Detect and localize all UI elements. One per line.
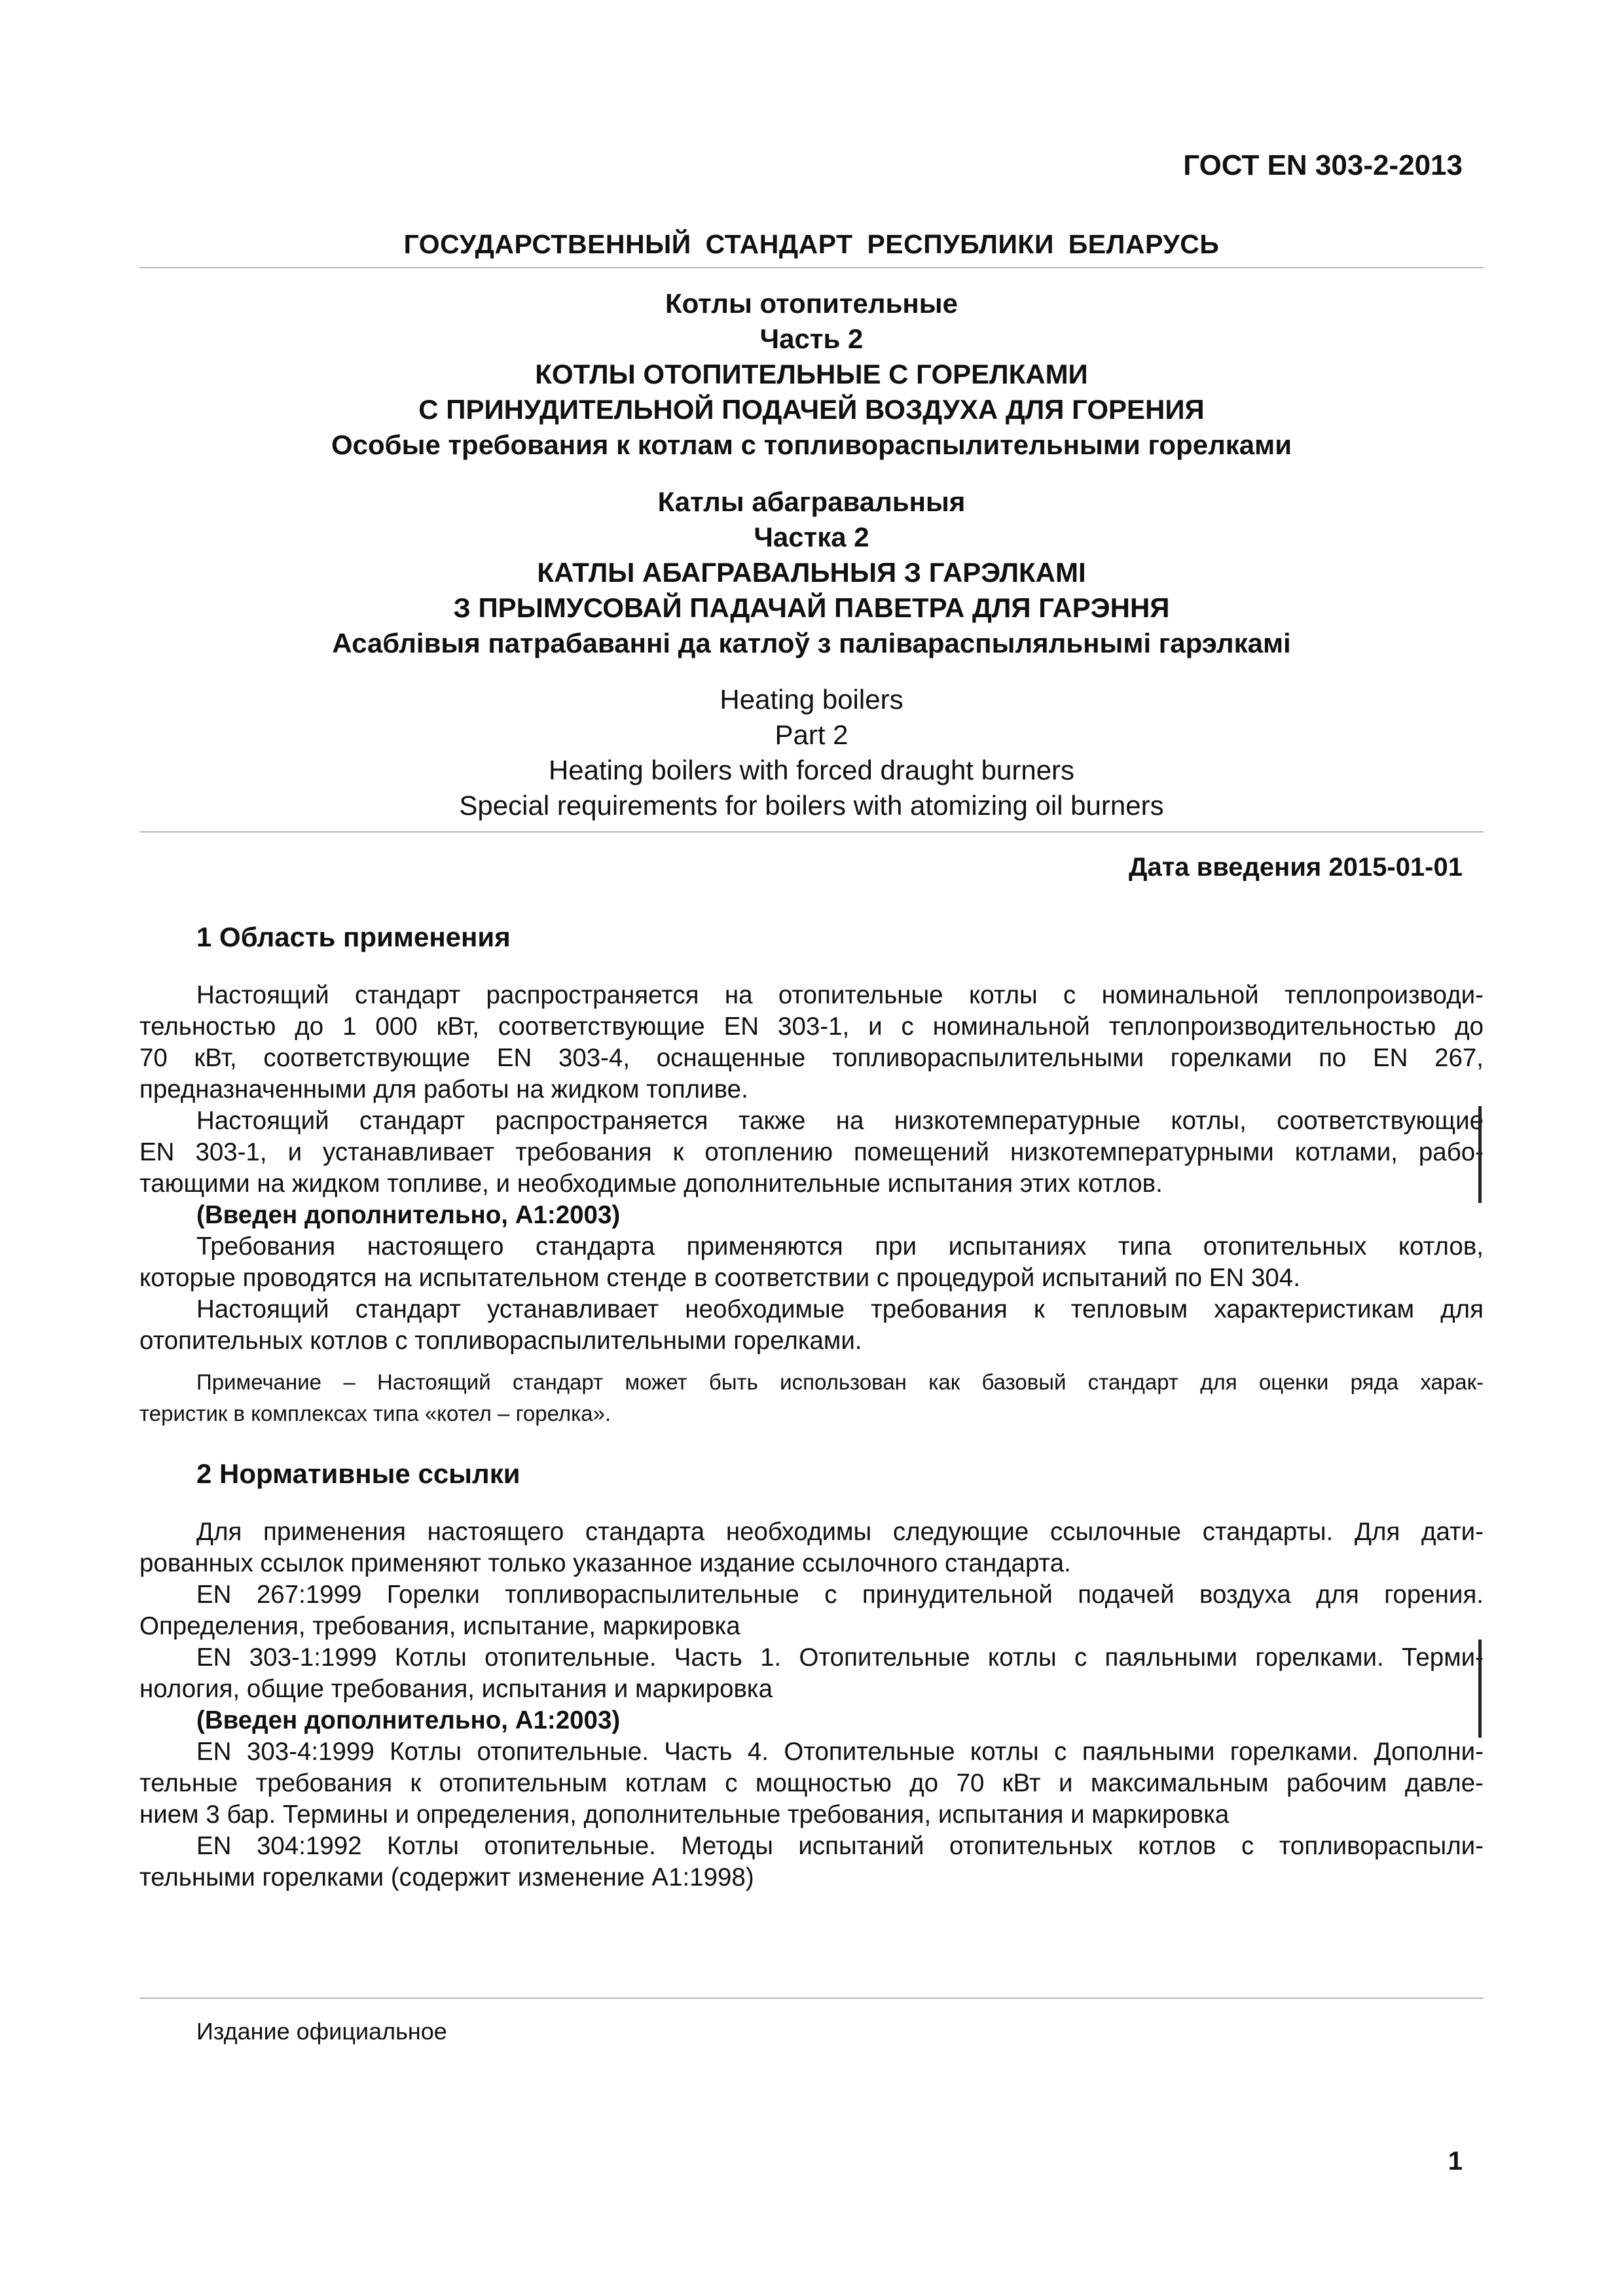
paragraph-line: которые проводятся на испытательном стенде в соответствии с процедурой испытаний по EN 304.: [139, 1264, 1300, 1292]
title-by-line: З ПРЫМУСОВАЙ ПАДАЧАЙ ПАВЕТРА ДЛЯ ГАРЭННЯ: [453, 592, 1170, 623]
divider-title-bottom: [139, 831, 1484, 833]
reference-line: EN 267:1999 Горелки топливораспылительные с принудительной подачей воздуха для горения.: [196, 1581, 1484, 1609]
title-ru-line: Особые требования к котлам с топливораспылительными горелками: [331, 429, 1292, 460]
paragraph-line: тельностью до 1 000 кВт, соответствующие EN 303-1, и с номинальной теплопроизводительностью до: [139, 1013, 1484, 1041]
paragraph-line: тающими на жидком топливе, и необходимые дополнительные испытания этих котлов.: [139, 1170, 1163, 1198]
title-en-line: Special requirements for boilers with atomizing oil burners: [459, 790, 1164, 821]
reference-line: тельные требования к отопительным котлам с мощностью до 70 кВт и максимальным рабочим давле-: [139, 1769, 1484, 1797]
reference-line: EN 303-1:1999 Котлы отопительные. Часть 1. Отопительные котлы с паяльными горелками. Терми-: [196, 1643, 1484, 1672]
amendment-note: (Введен дополнительно, А1:2003): [196, 1706, 621, 1734]
title-english: [139, 682, 1484, 823]
section-2-body: [139, 1516, 1484, 1893]
reference-line: нием 3 бар. Термины и определения, дополнительные требования, испытания и маркировка: [139, 1801, 1230, 1829]
page-number: 1: [1448, 2147, 1463, 2176]
change-bar: [1478, 1640, 1482, 1738]
title-by-line: Частка 2: [754, 522, 869, 552]
title-en-line: Heating boilers with forced draught burners: [548, 755, 1075, 785]
paragraph-line: Настоящий стандарт распространяется также на низкотемпературные котлы, соответствующие: [196, 1107, 1484, 1135]
title-ru-line: С ПРИНУДИТЕЛЬНОЙ ПОДАЧЕЙ ВОЗДУХА ДЛЯ ГОРЕНИЯ: [418, 394, 1205, 425]
doc-code: ГОСТ EN 303-2-2013: [1183, 149, 1463, 181]
paragraph-line: Настоящий стандарт распространяется на отопительные котлы с номинальной теплопроизводи-: [196, 981, 1484, 1009]
title-by-line: Асаблівыя патрабаванні да катлоў з палівараспыляльнымі гарэлкамі: [332, 628, 1291, 658]
amendment-note: (Введен дополнительно, А1:2003): [196, 1201, 621, 1229]
section-1-heading: 1 Область применения: [196, 922, 511, 952]
paragraph-line: Требования настоящего стандарта применяются при испытаниях типа отопительных котлов,: [196, 1232, 1484, 1261]
title-belarusian: [139, 484, 1484, 661]
divider-top: [139, 267, 1484, 268]
reference-line: EN 303-4:1999 Котлы отопительные. Часть 4. Отопительные котлы с паяльными горелками. Дополни-: [196, 1738, 1484, 1766]
paragraph-line: Для применения настоящего стандарта необходимы следующие ссылочные стандарты. Для дати-: [196, 1518, 1484, 1546]
state-standard-title: ГОСУДАРСТВЕННЫЙ СТАНДАРТ РЕСПУБЛИКИ БЕЛАРУСЬ: [403, 229, 1220, 259]
reference-line: нология, общие требования, испытания и маркировка: [139, 1675, 773, 1703]
paragraph-line: предназначенными для работы на жидком топливе.: [139, 1075, 748, 1103]
section-1-note: [139, 1367, 1484, 1429]
reference-line: Определения, требования, испытание, маркировка: [139, 1612, 740, 1640]
paragraph-line: EN 303-1, и устанавливает требования к отоплению помещений низкотемпературными котлами, рабо-: [139, 1138, 1484, 1166]
title-by-line: Катлы абагравальныя: [657, 486, 966, 517]
title-en-line: Heating boilers: [720, 684, 903, 715]
divider-footer: [139, 1998, 1484, 1999]
title-russian: [139, 286, 1484, 463]
title-ru-line: Котлы отопительные: [665, 288, 958, 319]
title-en-line: Part 2: [775, 719, 848, 750]
paragraph-line: 70 кВт, соответствующие EN 303-4, оснащенные топливораспылительными горелками по EN 267,: [139, 1044, 1484, 1072]
note-line: теристик в комплексах типа «котел – горелка».: [139, 1401, 611, 1426]
edition-label: Издание официальное: [196, 2018, 447, 2045]
title-ru-line: Часть 2: [759, 323, 864, 354]
paragraph-line: Настоящий стандарт устанавливает необходимые требования к тепловым характеристикам для: [196, 1295, 1484, 1323]
paragraph-line: отопительных котлов с топливораспылительными горелками.: [139, 1327, 862, 1355]
section-2-heading: 2 Нормативные ссылки: [196, 1458, 520, 1489]
reference-line: EN 304:1992 Котлы отопительные. Методы испытаний отопительных котлов с топливораспыли-: [196, 1832, 1484, 1860]
reference-line: тельными горелками (содержит изменение A1:1998): [139, 1863, 754, 1892]
paragraph-line: рованных ссылок применяют только указанное издание ссылочного стандарта.: [139, 1549, 1071, 1577]
title-by-line: КАТЛЫ АБАГРАВАЛЬНЫЯ З ГАРЭЛКАМІ: [537, 557, 1086, 588]
section-1-body: [139, 980, 1484, 1357]
change-bar: [1478, 1106, 1482, 1203]
note-line: Примечание – Настоящий стандарт может быть использован как базовый стандарт для оценки ряда харак-: [196, 1370, 1484, 1394]
intro-date: Дата введения 2015-01-01: [1128, 853, 1463, 882]
title-ru-line: КОТЛЫ ОТОПИТЕЛЬНЫЕ С ГОРЕЛКАМИ: [535, 359, 1088, 389]
